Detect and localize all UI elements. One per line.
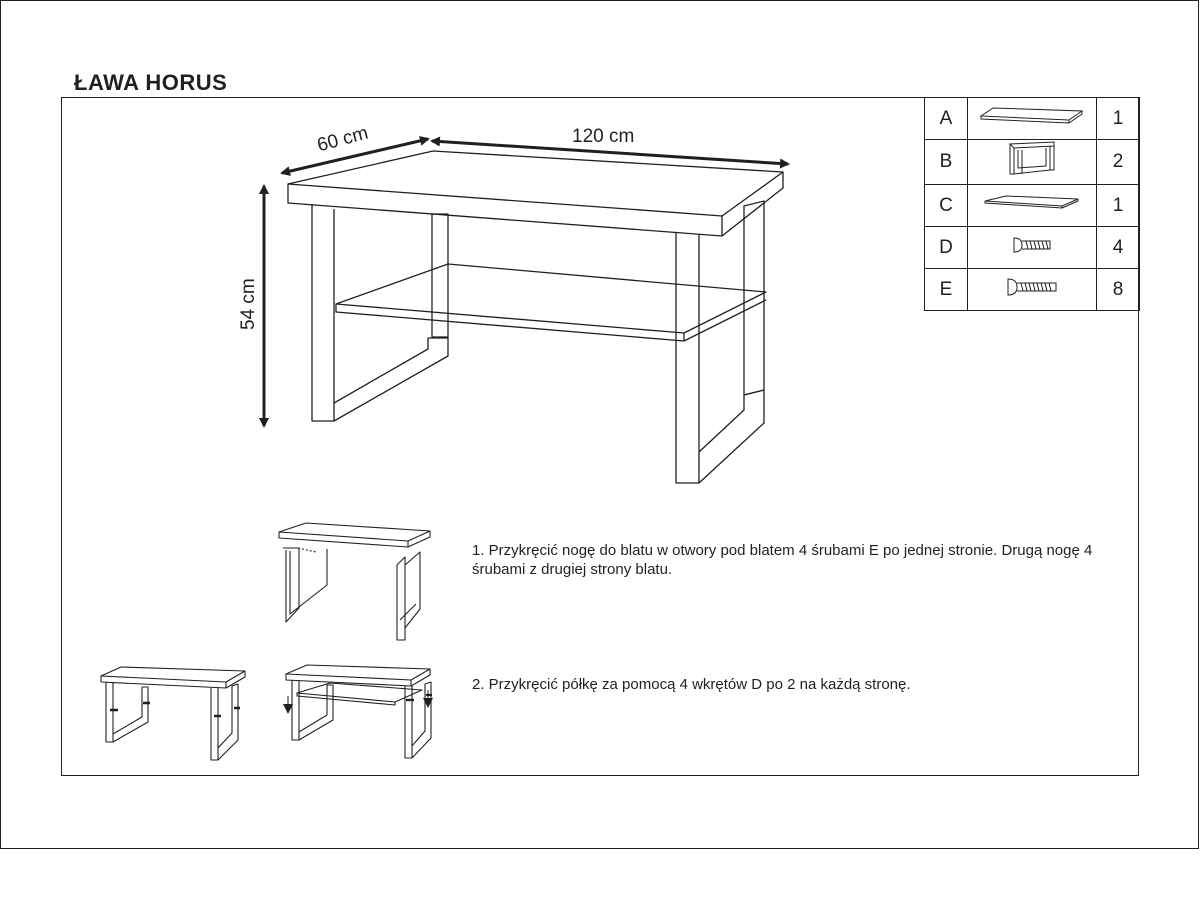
part-qty: 2: [1097, 140, 1140, 185]
part-letter: A: [925, 98, 968, 140]
tabletop-front-edge: [288, 184, 722, 236]
part-qty: 4: [1097, 227, 1140, 269]
coffee-table-illustration: [288, 151, 783, 483]
front-right-leg: [676, 232, 699, 483]
page-title: ŁAWA HORUS: [74, 70, 228, 95]
parts-row: [925, 98, 1140, 140]
width-label: 120 cm: [572, 126, 635, 147]
step-1-text: 1. Przykręcić nogę do blatu w otwory pod blatem 4 śrubami E po jednej stronie. Drugą nogę 4 śrubami z drugiej strony blatu.: [472, 542, 1093, 578]
part-qty: 1: [1097, 185, 1140, 227]
part-letter: E: [925, 269, 968, 311]
dimension-arrows: [264, 139, 788, 426]
step-2-illustration-right: [286, 665, 432, 758]
step-2-illustration-left: [101, 667, 245, 760]
part-letter: D: [925, 227, 968, 269]
right-leg-foot: [699, 390, 764, 483]
step-2-text: 2. Przykręcić półkę za pomocą 4 wkrętów D po 2 na każdą stronę.: [472, 676, 911, 693]
short-screw-icon: [968, 227, 1097, 269]
left-leg-foot: [334, 338, 448, 421]
shelf-icon: [968, 185, 1097, 227]
parts-row: [925, 140, 1140, 185]
part-qty: 1: [1097, 98, 1140, 140]
parts-row: [925, 185, 1140, 227]
part-letter: B: [925, 140, 968, 185]
leg-frame-icon: [968, 140, 1097, 185]
back-left-leg: [432, 214, 448, 337]
parts-row: [925, 227, 1140, 269]
step-1-illustration: [279, 523, 430, 640]
shelf-top: [336, 264, 766, 333]
long-screw-icon: [968, 269, 1097, 311]
part-letter: C: [925, 185, 968, 227]
tabletop-icon: [968, 98, 1097, 140]
front-left-leg: [312, 204, 334, 421]
parts-row: [925, 269, 1140, 311]
height-label: 54 cm: [238, 278, 259, 330]
depth-label: 60 cm: [315, 122, 371, 157]
part-qty: 8: [1097, 269, 1140, 311]
parts-table: [924, 97, 1140, 311]
tabletop-surface: [288, 151, 783, 216]
shelf-front-edge: [336, 304, 684, 341]
